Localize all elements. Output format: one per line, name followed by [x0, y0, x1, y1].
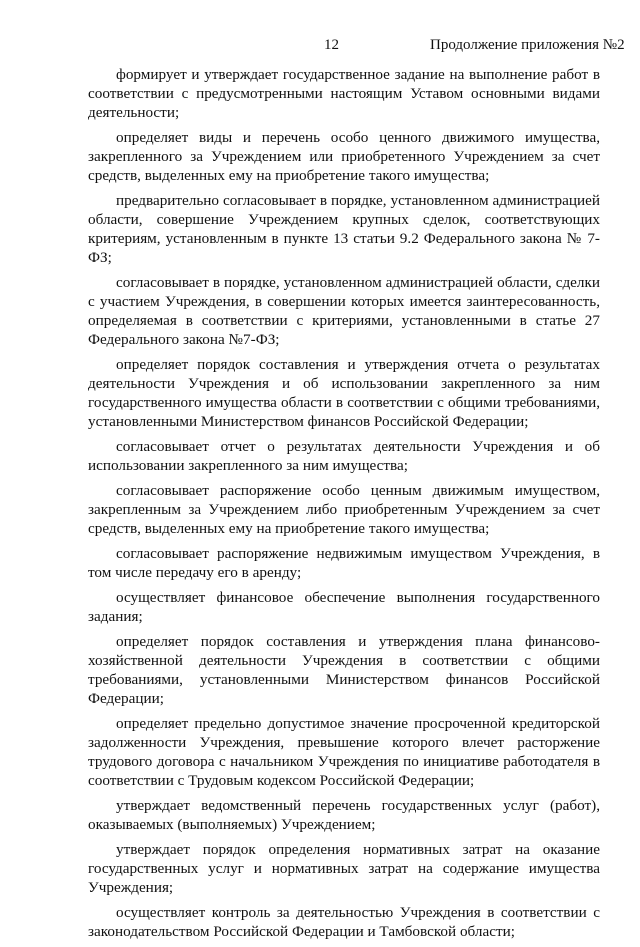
paragraph: определяет порядок составления и утверждения отчета о результатах деятельности Учреждения и об использовании закрепленного за ним государственного имущества области в соответствии с общими требованиями, установленными Министерством финансов Российской Федерации;: [88, 356, 600, 430]
body-text: [88, 65, 600, 947]
paragraph: определяет предельно допустимое значение просроченной кредиторской задолженности Учреждения, превышение которого влечет расторжение трудового договора с начальником Учреждения по инициативе работодателя в соответствии с Трудовым кодексом Российской Федерации;: [88, 715, 600, 789]
paragraph: предварительно согласовывает в порядке, установленном администрацией области, совершение Учреждением крупных сделок, соответствующих критериям, установленным в пункте 13 статьи 9.2 Федерального закона № 7-ФЗ;: [88, 192, 600, 266]
paragraph: согласовывает отчет о результатах деятельности Учреждения и об использовании закрепленного за ним имущества;: [88, 438, 600, 474]
running-header: Продолжение приложения №2: [430, 37, 625, 53]
paragraph: формирует и утверждает государственное задание на выполнение работ в соответствии с предусмотренными настоящим Уставом основными видами деятельности;: [88, 66, 600, 121]
paragraph: согласовывает распоряжение особо ценным движимым имуществом, закрепленным за Учреждением либо приобретенным Учреждением за счет средств, выделенных ему на приобретение такого имущества;: [88, 482, 600, 537]
page-number: 12: [324, 37, 339, 53]
paragraph: утверждает порядок определения нормативных затрат на оказание государственных услуг и нормативных затрат на содержание имущества Учреждения;: [88, 841, 600, 896]
paragraph: определяет порядок составления и утверждения плана финансово-хозяйственной деятельности Учреждения в соответствии с общими требованиями, установленными Министерством финансов Российской Федерации;: [88, 633, 600, 707]
paragraph: осуществляет контроль за деятельностью Учреждения в соответствии с законодательством Российской Федерации и Тамбовской области;: [88, 904, 600, 940]
paragraph: согласовывает распоряжение недвижимым имуществом Учреждения, в том числе передачу его в аренду;: [88, 545, 600, 581]
paragraph: осуществляет финансовое обеспечение выполнения государственного задания;: [88, 589, 600, 625]
paragraph: определяет виды и перечень особо ценного движимого имущества, закрепленного за Учреждением или приобретенного Учреждением за счет средств, выделенных ему на приобретение такого имущества;: [88, 129, 600, 184]
paragraph: утверждает ведомственный перечень государственных услуг (работ), оказываемых (выполняемых) Учреждением;: [88, 797, 600, 833]
paragraph: согласовывает в порядке, установленном администрацией области, сделки с участием Учреждения, в совершении которых имеется заинтересованность, определяемая в соответствии с критериями, установленными в статье 27 Федерального закона №7-ФЗ;: [88, 274, 600, 348]
